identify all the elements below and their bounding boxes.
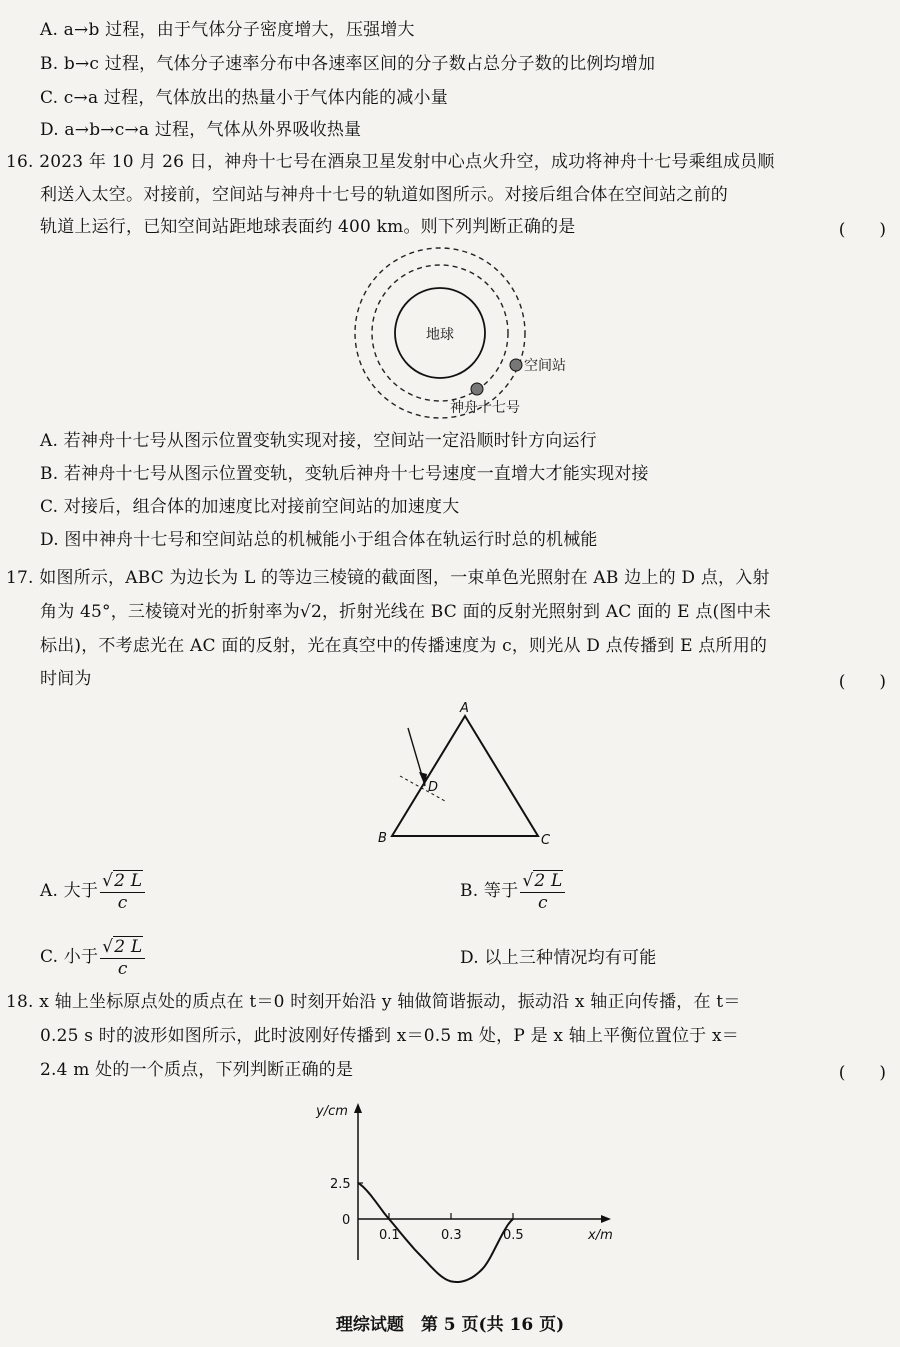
q17-option-a: A. 大于 $\frac{√2 L}{c}$ (40, 870, 145, 913)
q16-option-d: D. 图中神舟十七号和空间站总的机械能小于组合体在轨运行时总的机械能 (40, 530, 598, 550)
shenzhou-ship (471, 383, 483, 395)
earth-label: 地球 (426, 327, 454, 343)
vertex-b-label: B (378, 831, 387, 846)
q17-option-d: D. 以上三种情况均有可能 (460, 948, 657, 968)
q18-wave-chart (300, 1095, 630, 1270)
q17-option-b: B. 等于 $\frac{√2 L}{c}$ (460, 870, 565, 913)
y-tick-label-1: 0 (342, 1213, 351, 1228)
q16-stem-line1: 16. 2023 年 10 月 26 日，神舟十七号在酒泉卫星发射中心点火升空，成功将神舟十七号乘组成员顺 (6, 152, 775, 172)
q16-orbit-figure (340, 238, 580, 428)
q15-option-b: B. b→c 过程，气体分子速率分布中各速率区间的分子数占总分子数的比例均增加 (40, 54, 656, 74)
q18-stem-line1: 18. x 轴上坐标原点处的质点在 t＝0 时刻开始沿 y 轴做简谐振动，振动沿 x 轴正向传播，在 t＝ (6, 992, 741, 1012)
y-tick-label-0: 2.5 (330, 1177, 351, 1192)
vertex-c-label: C (541, 833, 551, 848)
q15-option-d: D. a→b→c→a 过程，气体从外界吸收热量 (40, 120, 362, 140)
q16-option-b: B. 若神舟十七号从图示位置变轨，变轨后神舟十七号速度一直增大才能实现对接 (40, 464, 649, 484)
q18-answer-paren: ( ) (838, 1063, 886, 1083)
point-d-label: D (428, 780, 439, 795)
y-axis-label: y/cm (316, 1104, 348, 1119)
q17-stem-line1: 17. 如图所示，ABC 为边长为 L 的等边三棱镜的截面图，一束单色光照射在 AB 边上的 D 点，入射 (6, 568, 770, 588)
q17-stem-line4: 时间为 (40, 669, 92, 689)
x-axis-arrow (601, 1215, 611, 1223)
q16-option-a: A. 若神舟十七号从图示位置变轨实现对接，空间站一定沿顺时针方向运行 (40, 431, 597, 451)
ship-label: 神舟十七号 (450, 400, 520, 416)
prism-triangle (392, 716, 538, 836)
y-axis-arrow (354, 1103, 362, 1113)
q17-stem-line3: 标出)，不考虑光在 AC 面的反射，光在真空中的传播速度为 c，则光从 D 点传播到 E 点所用的 (40, 636, 768, 656)
q17-prism-figure (370, 698, 560, 853)
q15-option-a: A. a→b 过程，由于气体分子密度增大，压强增大 (40, 20, 415, 40)
q16-answer-paren: ( ) (838, 220, 886, 240)
q18-stem-line2: 0.25 s 时的波形如图所示，此时波刚好传播到 x＝0.5 m 处，P 是 x 轴上平衡位置位于 x＝ (40, 1026, 739, 1046)
station-label: 空间站 (524, 358, 566, 374)
q16-option-c: C. 对接后，组合体的加速度比对接前空间站的加速度大 (40, 497, 460, 517)
x-tick-label-2: 0.5 (503, 1228, 524, 1243)
x-tick-label-1: 0.3 (441, 1228, 462, 1243)
vertex-a-label: A (460, 701, 469, 716)
space-station (510, 359, 522, 371)
q15-option-c: C. c→a 过程，气体放出的热量小于气体内能的减小量 (40, 88, 448, 108)
q16-stem-line2: 利送入太空。对接前，空间站与神舟十七号的轨道如图所示。对接后组合体在空间站之前的 (40, 185, 728, 205)
x-axis-label: x/m (588, 1228, 613, 1243)
x-tick-label-0: 0.1 (379, 1228, 400, 1243)
q17-option-c: C. 小于 $\frac{√2 L}{c}$ (40, 936, 145, 979)
q18-stem-line3: 2.4 m 处的一个质点，下列判断正确的是 (40, 1060, 354, 1080)
q16-stem-line3: 轨道上运行，已知空间站距地球表面约 400 km。则下列判断正确的是 (40, 217, 576, 237)
q17-answer-paren: ( ) (838, 672, 886, 692)
q17-stem-line2: 角为 45°，三棱镜对光的折射率为√2，折射光线在 BC 面的反射光照射到 AC 面的 E 点(图中未 (40, 602, 771, 622)
page-footer: 理综试题 第 5 页(共 16 页) (335, 1315, 565, 1335)
